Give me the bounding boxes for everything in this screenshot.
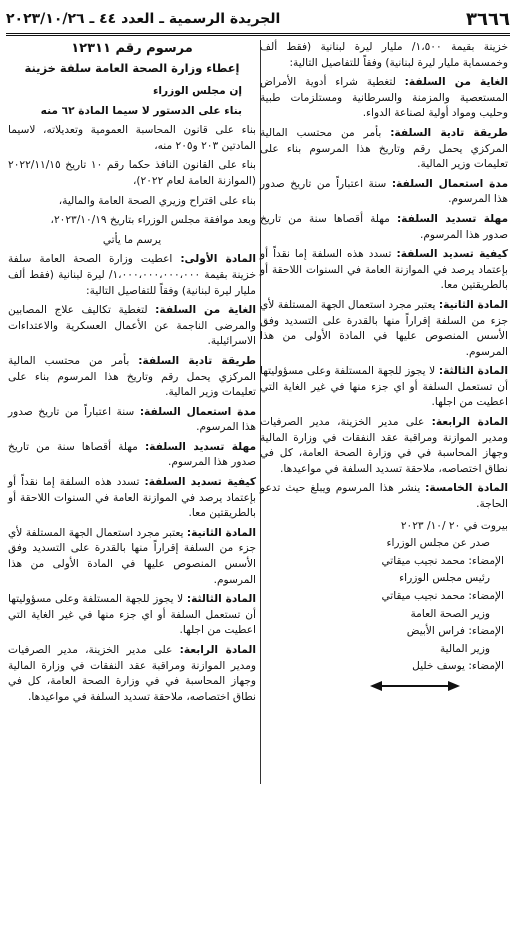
article-three [8, 592, 256, 639]
continuation-paragraph: خزينة بقيمة ١،٥٠٠/ مليار ليرة لبنانية (فقط ألف وخمسماية مليار ليرة لبنانية) وفقاً للتفاصيل التالية: [260, 41, 508, 69]
signature-line: الإمضاء: محمد نجيب ميقاتي [381, 590, 504, 602]
article-one [8, 252, 256, 299]
signature-title: رئيس مجلس الوزراء [399, 572, 490, 585]
article-text: لا يجوز للجهة المستلفة وعلى مسؤوليتها أن تستعمل السلفة أو اي جزء منها في غير الغاية التي اعطيت من اجلها. [260, 365, 508, 409]
payment-method-clause [260, 126, 508, 173]
end-arrow-ornament [370, 681, 460, 691]
decree-title: مرسوم رقم ١٢٣١١ [71, 41, 193, 56]
clause-label: كيفية تسديد السلفة: [144, 476, 256, 489]
article-text: يعتبر مجرد استعمال الجهة المستلفة لأي جزء من السلفة إقراراً منها بالقدرة على التسديد وفق الأسس المنصوص عليها في المادة الأولى من هذا المرسوم. [260, 298, 508, 358]
article-text: لا يجوز للجهة المستلفة وعلى مسؤوليتها أن تستعمل السلفة أو اي جزء منها في غير الغاية التي اعطيت من اجلها. [8, 593, 256, 637]
gazette-issue-title: الجريدة الرسمية ـ العدد ٤٤ ـ ٢٠٢٣/١٠/٢٦ [6, 11, 281, 27]
usage-period-clause [260, 177, 508, 208]
header-rule [6, 33, 510, 36]
decree-subtitle: إعطاء وزارة الصحة العامة سلفة خزينة [24, 61, 240, 75]
clause-text: سنة اعتباراً من تاريخ صدور هذا المرسوم. [8, 405, 256, 434]
article-label: المادة الخامسة: [425, 482, 508, 495]
signature-title: وزير المالية [439, 642, 490, 655]
signature-title: وزير الصحة العامة [410, 607, 490, 620]
article-text: اعطيت وزارة الصحة العامة سلفة خزينة بقيمة ١،٠٠٠،٠٠٠،٠٠٠،٠٠٠/ ليرة لبنانية (فقط ألف مليار ليرة لبنانية) وفقاً للتفاصيل التالية: [8, 253, 256, 297]
repayment-deadline-clause [8, 440, 256, 471]
legal-basis: وبعد موافقة مجلس الوزراء بتاريخ ٢٠٢٣/١٠/١٩، [50, 214, 256, 227]
page-number: ٣٦٦٦ [466, 8, 510, 30]
article-text: على مدير الخزينة، مدير الصرفيات ومدير الموازنة ومراقبة عقد النفقات في وزارة المالية وجهاز المحاسبة في في وزارة الصحة العامة، كل في نطاق اختصاصه، ملاحقة تسديد السلفة في مواعيدها. [8, 644, 256, 703]
article-label: المادة الأولى: [180, 253, 256, 266]
clause-text: لتغطية تكاليف علاج المصابين والمرضى الناجمة عن الأعمال العسكرية والاعتداءات الاسرائيلية. [8, 304, 256, 348]
decrees-statement: يرسم ما يأتي [102, 233, 162, 246]
clause-text: سنة اعتباراً من تاريخ صدور هذا المرسوم. [260, 177, 508, 206]
usage-period-clause [8, 405, 256, 436]
clause-label: مهلة تسديد السلفة: [396, 212, 509, 225]
article-label: المادة الثانية: [438, 298, 508, 311]
article-text: على مدير الخزينة، مدير الصرفيات ومدير الموازنة ومراقبة عقد النفقات في وزارة المالية وجهاز المحاسبة في في وزارة الصحة العامة، كل في نطاق اختصاصه، ملاحقة تسديد السلفة في مواعيدها. [260, 416, 508, 475]
article-label: المادة الثانية: [186, 526, 256, 539]
clause-text: بأمر من محتسب المالية المركزي يحمل رقم وتاريخ هذا المرسوم بناء على تعليمات وزير المالية. [260, 126, 508, 171]
council-heading: إن مجلس الوزراء [152, 85, 242, 97]
clause-label: طريقة تادية السلفة: [390, 126, 508, 139]
clause-text: لتغطية شراء أدوية الأمراض المستعصية والمزمنة والسرطانية ومستلزمات طبية وحليب ومواد أولية لصناعة الدواء. [260, 76, 508, 120]
signature-line: الإمضاء: فراس الأبيض [406, 625, 504, 638]
article-two [8, 526, 256, 588]
clause-text: مهلة أقصاها سنة من تاريخ صدور هذا المرسوم. [260, 212, 508, 241]
article-three [260, 364, 508, 411]
signature-issuer: صدر عن مجلس الوزراء [386, 537, 490, 550]
purpose-clause [8, 303, 256, 350]
clause-label: الغاية من السلفة: [404, 76, 508, 89]
signature-line: الإمضاء: يوسف خليل [412, 660, 504, 673]
article-text: ينشر هذا المرسوم ويبلغ حيث تدعو الحاجة. [260, 482, 508, 511]
article-label: المادة الثالثة: [186, 593, 256, 606]
purpose-clause [260, 75, 508, 122]
clause-text: مهلة أقصاها سنة من تاريخ صدور هذا المرسوم. [8, 440, 256, 469]
payment-method-clause [8, 354, 256, 401]
clause-label: مهلة تسديد السلفة: [144, 440, 257, 453]
signature-line: الإمضاء: محمد نجيب ميقاتي [381, 554, 504, 567]
left-column [8, 40, 256, 709]
issue-date: بيروت في ٢٠ /١٠/ ٢٠٢٣ [400, 519, 508, 532]
clause-text: تسدد هذه السلفة إما نقداً أو بإعتماد يرصد في الموازنة العامة في السنوات اللاحقة أو بالطريقتين معا. [260, 248, 508, 292]
legal-basis: بناء على قانون المحاسبة العمومية وتعديلاته، لاسيما المادتين ٢٠٣ و٢٠٥ منه، [8, 124, 256, 152]
legal-basis: بناء على القانون النافذ حكما رقم ١٠ تاريخ ٢٠٢٢/١١/١٥ (الموازنة العامة لعام ٢٠٢٢)، [8, 159, 256, 187]
clause-text: بأمر من محتسب المالية المركزي يحمل رقم وتاريخ هذا المرسوم بناء على تعليمات وزير المالية. [8, 354, 256, 399]
clause-label: مدة استعمال السلفة: [391, 177, 509, 190]
repayment-deadline-clause [260, 212, 508, 243]
page-header [6, 6, 510, 32]
clause-text: تسدد هذه السلفة إما نقداً أو بإعتماد يرصد في الموازنة العامة في السنوات اللاحقة أو بالطريقتين معا. [8, 476, 256, 520]
clause-label: الغاية من السلفة: [155, 304, 256, 317]
clause-label: طريقة تادية السلفة: [138, 354, 256, 367]
constitution-basis: بناء على الدستور لا سيما المادة ٦٢ منه [40, 104, 242, 117]
article-four [8, 643, 256, 705]
repayment-method-clause [8, 475, 256, 522]
clause-label: كيفية تسديد السلفة: [396, 248, 508, 261]
article-four [260, 415, 508, 477]
article-label: المادة الرابعة: [179, 644, 256, 656]
right-column [260, 40, 508, 691]
article-text: يعتبر مجرد استعمال الجهة المستلفة لأي جزء من السلفة إقراراً منها بالقدرة على التسديد وفق الأسس المنصوص عليها في المادة الأولى من هذا المرسوم. [8, 526, 256, 586]
legal-basis: بناء على اقتراح وزيري الصحة العامة والمالية، [58, 194, 256, 207]
article-five [260, 481, 508, 512]
article-label: المادة الرابعة: [431, 416, 508, 429]
repayment-method-clause [260, 247, 508, 294]
article-label: المادة الثالثة: [438, 365, 508, 378]
clause-label: مدة استعمال السلفة: [139, 405, 257, 418]
article-two [260, 298, 508, 360]
